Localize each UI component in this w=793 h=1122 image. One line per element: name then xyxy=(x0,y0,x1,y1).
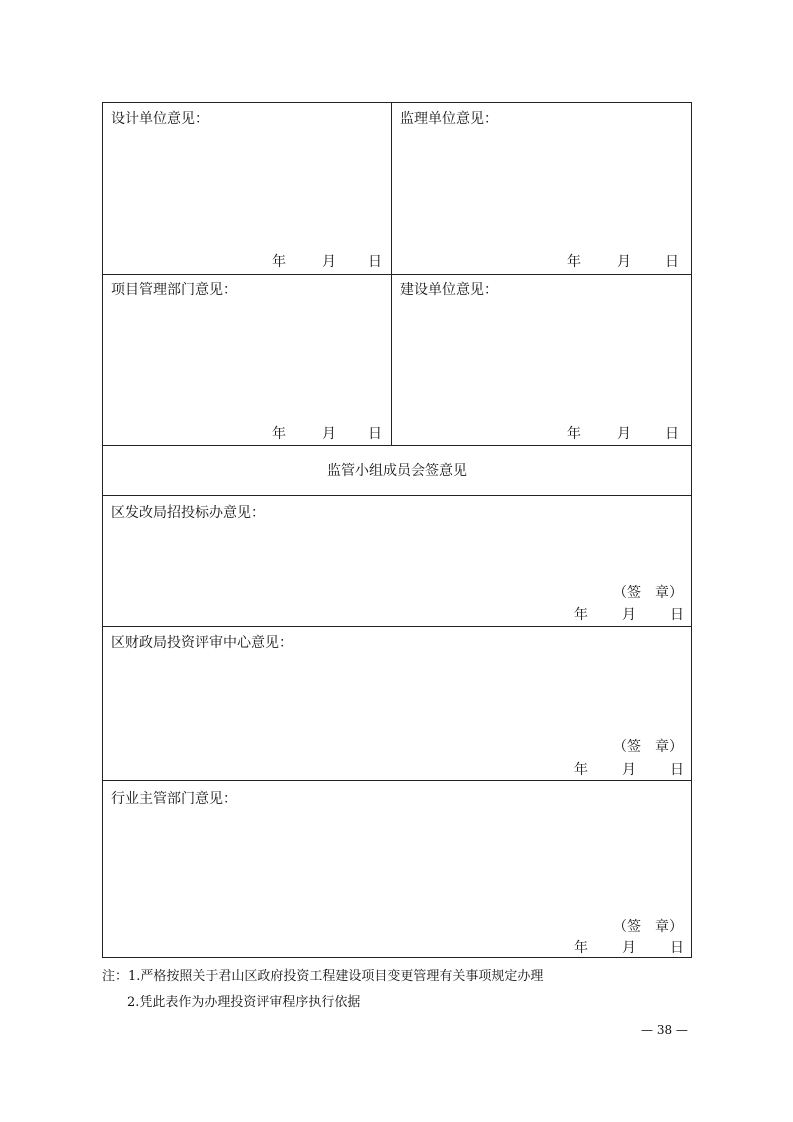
year-label: 年 xyxy=(574,607,588,623)
month-label: 月 xyxy=(322,426,336,442)
year-label: 年 xyxy=(272,426,286,442)
day-label: 日 xyxy=(368,426,382,442)
seal-open: （签 xyxy=(613,739,641,755)
change-approval-form xyxy=(102,102,692,958)
note-1-text: 1.严格按照关于君山区政府投资工程建设项目变更管理有关事项规定办理 xyxy=(128,969,544,984)
design-unit-date xyxy=(103,253,391,271)
day-label: 日 xyxy=(670,607,684,623)
industry-department-date xyxy=(103,939,691,957)
notes xyxy=(102,964,543,1016)
day-label: 日 xyxy=(665,426,679,442)
year-label: 年 xyxy=(567,426,581,442)
project-management-date xyxy=(103,425,391,443)
month-label: 月 xyxy=(617,426,631,442)
note-line-2 xyxy=(102,990,543,1016)
industry-department-label: 行业主管部门意见： xyxy=(111,791,237,807)
seal-placeholder xyxy=(613,738,683,756)
year-label: 年 xyxy=(567,254,581,270)
month-label: 月 xyxy=(617,254,631,270)
seal-open: （签 xyxy=(613,919,641,935)
page-number: — 38 — xyxy=(641,1023,688,1037)
construction-unit-date xyxy=(391,425,691,443)
row-divider xyxy=(103,445,691,446)
seal-placeholder xyxy=(613,918,683,936)
bidding-office-label: 区发改局招投标办意见： xyxy=(111,505,265,521)
day-label: 日 xyxy=(368,254,382,270)
project-management-label: 项目管理部门意见： xyxy=(111,282,237,298)
bidding-office-date xyxy=(103,606,691,624)
seal-placeholder xyxy=(613,584,683,602)
day-label: 日 xyxy=(670,940,684,956)
row-divider xyxy=(103,274,691,275)
design-unit-label: 设计单位意见： xyxy=(111,111,209,127)
audit-center-label: 区财政局投资评审中心意见： xyxy=(111,635,293,651)
construction-unit-label: 建设单位意见： xyxy=(400,282,498,298)
year-label: 年 xyxy=(272,254,286,270)
seal-close: 章） xyxy=(655,919,683,935)
month-label: 月 xyxy=(622,940,636,956)
note-line-1 xyxy=(102,964,543,990)
supervision-unit-label: 监理单位意见： xyxy=(400,111,498,127)
seal-open: （签 xyxy=(613,585,641,601)
column-divider xyxy=(391,103,392,445)
year-label: 年 xyxy=(574,940,588,956)
row-divider xyxy=(103,626,691,627)
seal-close: 章） xyxy=(655,585,683,601)
year-label: 年 xyxy=(574,762,588,778)
notes-prefix: 注： xyxy=(102,969,129,984)
month-label: 月 xyxy=(622,607,636,623)
day-label: 日 xyxy=(670,762,684,778)
section-title: 监管小组成员会签意见 xyxy=(327,463,467,479)
month-label: 月 xyxy=(322,254,336,270)
month-label: 月 xyxy=(622,762,636,778)
audit-center-date xyxy=(103,761,691,779)
supervision-unit-date xyxy=(391,253,691,271)
seal-close: 章） xyxy=(655,739,683,755)
day-label: 日 xyxy=(665,254,679,270)
row-divider xyxy=(103,495,691,496)
row-divider xyxy=(103,780,691,781)
note-2-text: 2.凭此表作为办理投资评审程序执行依据 xyxy=(127,995,361,1010)
